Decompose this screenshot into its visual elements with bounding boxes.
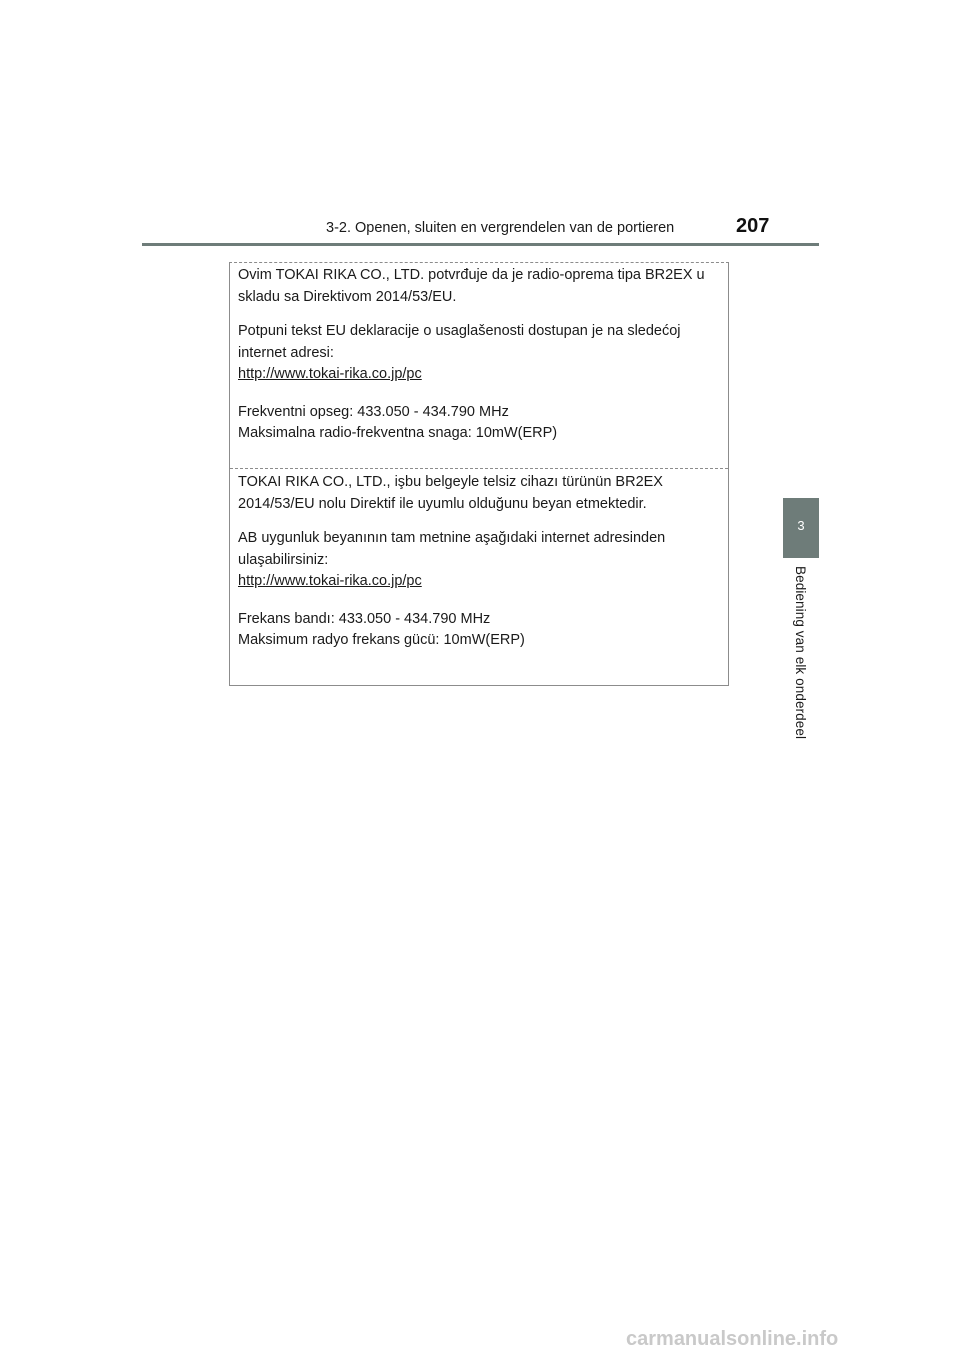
page-number: 207 [736, 215, 770, 237]
max-power: Maksimum radyo frekans gücü: 10mW(ERP) [238, 632, 525, 648]
header-divider [142, 243, 819, 246]
chapter-tab: 3 [783, 498, 819, 558]
section-divider [230, 468, 728, 469]
declaration-link[interactable]: http://www.tokai-rika.co.jp/pc [238, 573, 422, 589]
declaration-serbian [238, 265, 724, 445]
frequency-band: Frekans bandı: 433.050 - 434.790 MHz [238, 610, 491, 627]
declaration-box [229, 262, 729, 686]
declaration-statement: TOKAI RIKA CO., LTD., işbu belgeyle telsiz cihazı türünün BR2EX 2014/53/EU nolu Direktif ile uyumlu olduğunu beyan etmektedir. [238, 474, 663, 512]
chapter-label: Bediening van elk onderdeel [793, 566, 808, 740]
declaration-statement: Ovim TOKAI RIKA CO., LTD. potvrđuje da je radio-oprema tipa BR2EX u skladu sa Direktivom 2014/53/EU. [238, 267, 705, 305]
max-power: Maksimalna radio-frekventna snaga: 10mW(ERP) [238, 425, 558, 441]
section-header-title: 3-2. Openen, sluiten en vergrendelen van de portieren [326, 220, 675, 236]
declaration-turkish [238, 472, 724, 652]
declaration-availability: Potpuni tekst EU deklaracije o usaglašenosti dostupan je na sledećoj internet adresi: [238, 323, 681, 361]
watermark: carmanualsonline.info [626, 1328, 839, 1350]
declaration-availability: AB uygunluk beyanının tam metnine aşağıdaki internet adresinden ulaşabilirsiniz: [238, 530, 666, 568]
declaration-link[interactable]: http://www.tokai-rika.co.jp/pc [238, 366, 422, 382]
frequency-band: Frekventni opseg: 433.050 - 434.790 MHz [238, 403, 509, 420]
